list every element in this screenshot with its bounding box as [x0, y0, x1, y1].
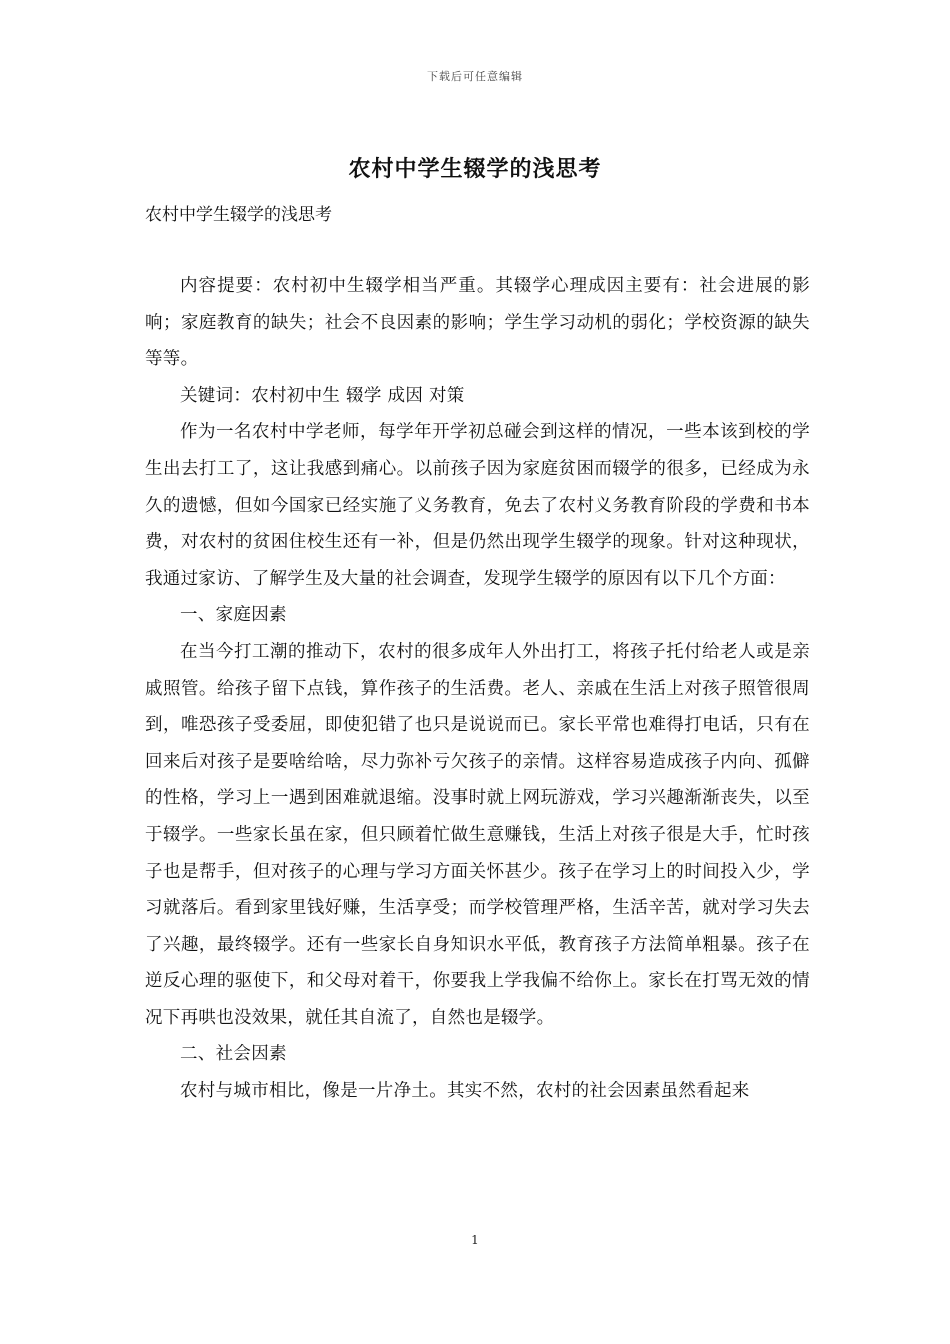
- family-paragraph: 在当今打工潮的推动下，农村的很多成年人外出打工，将孩子托付给老人或是亲戚照管。给孩子留下点钱，算作孩子的生活费。老人、亲戚在生活上对孩子照管很周到，唯恐孩子受委屈，即使犯错了也只是说说而已。家长平常也难得打电话，只有在回来后对孩子是要啥给啥，尽力弥补亏欠孩子的亲情。这样容易造成孩子内向、孤僻的性格，学习上一遇到困难就退缩。没事时就上网玩游戏，学习兴趣渐渐丧失，以至于辍学。一些家长虽在家，但只顾着忙做生意赚钱，生活上对孩子很是大手，忙时孩子也是帮手，但对孩子的心理与学习方面关怀甚少。孩子在学习上的时间投入少，学习就落后。看到家里钱好赚，生活享受；而学校管理严格，生活辛苦，就对学习失去了兴趣，最终辍学。还有一些家长自身知识水平低，教育孩子方法简单粗暴。孩子在逆反心理的驱使下，和父母对着干，你要我上学我偏不给你上。家长在打骂无效的情况下再哄也没效果，就任其自流了，自然也是辍学。: [145, 641, 810, 1028]
- keywords-paragraph: 关键词：农村初中生 辍学 成因 对策: [180, 385, 465, 406]
- intro-paragraph: 作为一名农村中学老师，每学年开学初总碰会到这样的情况，一些本该到校的学生出去打工了，这让我感到痛心。以前孩子因为家庭贫困而辍学的很多，已经成为永久的遗憾，但如今国家已经实施了义务教育，免去了农村义务教育阶段的学费和书本费，对农村的贫困住校生还有一补，但是仍然出现学生辍学的现象。针对这种现状，我通过家访、了解学生及大量的社会调查，发现学生辍学的原因有以下几个方面：: [145, 422, 810, 589]
- page-number: 1: [471, 1233, 479, 1247]
- section-heading-social: 二、社会因素: [180, 1044, 287, 1065]
- header-note: 下载后可任意编辑: [427, 70, 523, 83]
- social-paragraph: 农村与城市相比，像是一片净土。其实不然，农村的社会因素虽然看起来: [180, 1081, 750, 1102]
- document-body: [145, 268, 810, 1110]
- abstract-paragraph: 内容提要：农村初中生辍学相当严重。其辍学心理成因主要有：社会进展的影响；家庭教育的缺失；社会不良因素的影响；学生学习动机的弱化；学校资源的缺失等等。: [145, 276, 810, 370]
- section-heading-family: 一、家庭因素: [180, 605, 287, 626]
- document-subtitle: 农村中学生辍学的浅思考: [145, 205, 332, 225]
- document-title: 农村中学生辍学的浅思考: [348, 156, 602, 182]
